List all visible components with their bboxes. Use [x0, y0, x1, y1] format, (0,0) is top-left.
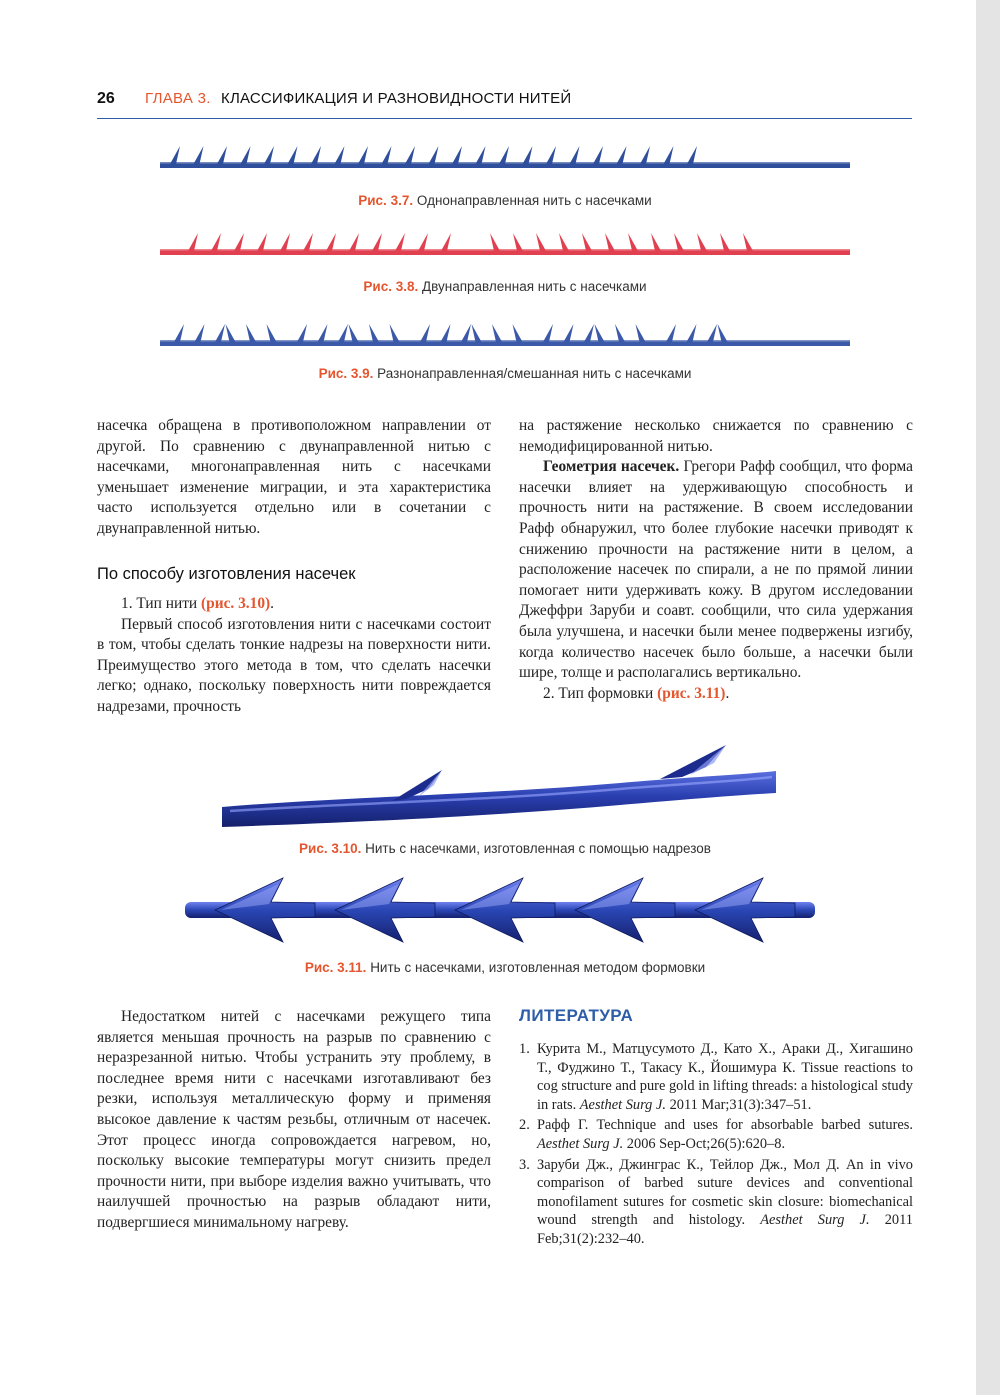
caption-3-11 — [160, 960, 850, 975]
barb — [605, 233, 615, 251]
barb — [194, 146, 204, 164]
barb — [660, 745, 726, 779]
inline-heading: Геометрия насечек. — [543, 458, 680, 476]
molded-barb — [335, 878, 435, 942]
caption-label: Рис. 3.10. — [299, 841, 362, 856]
barb — [170, 146, 180, 164]
barb — [441, 233, 451, 251]
barb — [472, 324, 482, 342]
paragraph-text: Грегори Рафф сообщил, что форма насечки влияет на удерживающую способность и прочность нити на растяжение. В своем исследовании Рафф обнаружил, что более глубокие насечки приводят к снижению прочности на растяжение нити в целом, а расположение насечек по спирали, а не по прямой линии помогает нити удерживать кожу. В другом исследовании Джеффри Заруби и соавт. сообщили, что сила удержания была улучшена, и насечки были менее подвержены изгибу, когда количество насечек было больше, а насечки были шире, толще и располагались вертикально. — [519, 458, 914, 682]
barb — [395, 233, 405, 251]
barb — [615, 324, 625, 342]
barb — [523, 146, 533, 164]
barb — [546, 146, 556, 164]
caption-text: Однонаправленная нить с насечками — [416, 193, 652, 208]
barb — [288, 146, 298, 164]
barb — [297, 324, 307, 342]
page-number: 26 — [97, 90, 115, 107]
barb — [234, 233, 244, 251]
barb — [257, 233, 267, 251]
caption-text: Нить с насечками, изготовленная методом формовки — [370, 960, 706, 975]
reference-item — [519, 1156, 913, 1249]
barb — [405, 146, 415, 164]
reference-text: Курита М., Матцусумото Д., Като Х., Араки Д., Хигашино Т., Фуджино Т., Такасу К., Йошимура К. Tissue reactions to cog structure and pure gold in lifting threads: a histological study in rats. — [537, 1041, 913, 1113]
barb — [593, 146, 603, 164]
caption-label: Рис. 3.11. — [304, 960, 367, 975]
barb — [335, 146, 345, 164]
barb — [267, 324, 277, 342]
barb — [318, 324, 328, 342]
list-item-1 — [97, 594, 491, 615]
right-column-top — [519, 416, 913, 704]
barb — [513, 324, 523, 342]
reference-tail: 2011 Mar;31(3):347–51. — [665, 1096, 812, 1113]
barb — [476, 146, 486, 164]
figure-3-10-cut-barbed-thread — [220, 735, 780, 830]
barb — [382, 146, 392, 164]
section-heading: По способу изготовления насечек — [97, 565, 356, 583]
barb — [707, 324, 717, 342]
barb — [651, 233, 661, 251]
barb — [420, 324, 430, 342]
barb — [664, 146, 674, 164]
barb — [226, 324, 236, 342]
reference-tail: 2011 Feb;31(2):232–40. — [537, 1212, 913, 1247]
barb — [513, 233, 523, 251]
reference-journal: Aesthet Surg J. — [579, 1096, 666, 1113]
barb — [564, 324, 574, 342]
caption-text: Разнонаправленная/смешанная нить с насечками — [377, 366, 692, 381]
barb — [372, 233, 382, 251]
barb — [311, 146, 321, 164]
caption-text: Нить с насечками, изготовленная с помощью надрезов — [365, 841, 711, 856]
figure-3-7-unidirectional-thread — [160, 138, 850, 178]
barb — [429, 146, 439, 164]
barb — [636, 324, 646, 342]
barb — [687, 146, 697, 164]
molded-barb — [575, 878, 675, 942]
barb — [559, 233, 569, 251]
chapter-label: ГЛАВА 3. — [145, 90, 211, 107]
reference-tail: 2006 Sep-Oct;26(5):620–8. — [623, 1135, 786, 1152]
caption-3-10 — [160, 841, 850, 856]
reference-list — [519, 1040, 913, 1251]
barb — [211, 233, 221, 251]
reference-text: Заруби Дж., Джинграс К., Тейлор Дж., Мол Д. An in vivo comparison of barbed suture devices and conventional monofilament sutures for cosmetic skin closure: biomechanical wound strength and histology. — [537, 1156, 913, 1229]
barb — [349, 233, 359, 251]
barb — [174, 324, 184, 342]
barb — [499, 146, 509, 164]
reference-number: 2. — [519, 1117, 530, 1134]
figure-ref-3-11[interactable]: (рис. 3.11) — [657, 684, 726, 702]
item-text: 2. Тип формовки — [543, 684, 654, 702]
item-punct: . — [725, 684, 730, 702]
caption-text: Двунаправленная нить с насечками — [422, 279, 647, 294]
figure-3-9-mixed-thread — [160, 312, 850, 356]
barb — [241, 146, 251, 164]
reference-item — [519, 1040, 913, 1114]
figure-3-8-bidirectional-thread — [160, 225, 850, 265]
barb — [582, 233, 592, 251]
barb — [570, 146, 580, 164]
barb — [697, 233, 707, 251]
caption-label: Рис. 3.8. — [363, 279, 419, 294]
reference-number: 3. — [519, 1156, 530, 1173]
barb — [418, 233, 428, 251]
barb — [441, 324, 451, 342]
barb — [595, 324, 605, 342]
barb — [217, 146, 227, 164]
reference-number: 1. — [519, 1041, 530, 1057]
chapter-title: КЛАССИФИКАЦИЯ И РАЗНОВИДНОСТИ НИТЕЙ — [221, 90, 572, 107]
molded-barb — [455, 878, 555, 942]
thread-highlight — [160, 340, 850, 342]
paragraph: Первый способ изготовления нити с насечками состоит в том, чтобы сделать тонкие надрезы на поверхности нити. Преимущество этого метода в том, что сделать насечки легко; однако, поскольку поверхность нити повреждается надрезами, прочность — [97, 615, 491, 715]
caption-3-8 — [160, 279, 850, 294]
barb — [264, 146, 274, 164]
barb — [358, 146, 368, 164]
barb — [720, 233, 730, 251]
left-column-section — [97, 594, 491, 718]
caption-3-7 — [160, 193, 850, 208]
barb — [536, 233, 546, 251]
barb — [490, 233, 500, 251]
molded-barb — [695, 878, 795, 942]
reference-text: Рафф Г. Technique and uses for absorbable barbed sutures. — [537, 1117, 913, 1134]
figure-3-11-molded-barbed-thread — [185, 870, 815, 950]
paragraph: Недостатком нитей с насечками режущего типа является меньшая прочность на разрыв по сравнению с неразрезанной нитью. Чтобы устранить эту проблему, в последнее время нити с насечками изготавливают без резки, используя металлическую форму и применяя высокое давление к частям резьбы, отличным от насечек. Этот процесс иногда сопровождается нагревом, но, поскольку высокие температуры могут снизить предел прочности нити, при выборе изделия важно учитывать, что наилучшей прочностью на разрыв обладают нити, подвергшиеся минимальному нагреву. — [97, 1008, 491, 1231]
caption-label: Рис. 3.7. — [358, 193, 414, 208]
list-item-2 — [519, 684, 913, 705]
barb — [215, 324, 225, 342]
running-header — [97, 90, 912, 119]
literature-heading: ЛИТЕРАТУРА — [519, 1006, 634, 1025]
page-edge — [976, 0, 1000, 1395]
barb — [718, 324, 728, 342]
thread-body — [222, 771, 776, 827]
barb — [280, 233, 290, 251]
barb — [461, 324, 471, 342]
reference-journal: Aesthet Surg J. — [537, 1135, 624, 1152]
item-text: 1. Тип нити — [121, 595, 198, 612]
barb — [640, 146, 650, 164]
reference-item — [519, 1116, 913, 1153]
barb — [369, 324, 379, 342]
barb — [492, 324, 502, 342]
thread-highlight — [160, 249, 850, 251]
barb — [584, 324, 594, 342]
paragraph-geometry — [519, 457, 913, 684]
barb — [452, 146, 462, 164]
caption-3-9 — [160, 366, 850, 381]
barb — [246, 324, 256, 342]
left-column-bottom — [97, 1007, 491, 1234]
barb — [687, 324, 697, 342]
figure-ref-3-10[interactable]: (рис. 3.10) — [201, 595, 271, 612]
left-column-top — [97, 416, 491, 540]
barb — [390, 324, 400, 342]
barb — [743, 233, 753, 251]
barb — [628, 233, 638, 251]
barb — [543, 324, 553, 342]
paragraph: насечка обращена в противоположном направлении от другой. По сравнению с двунаправленной нитью с насечками, многонаправленная нить с насечками уменьшает изменение миграции, и эта характеристика часто используется отдельно или в сочетании с двунаправленной нитью. — [97, 417, 491, 537]
barb — [666, 324, 676, 342]
paragraph: на растяжение несколько снижается по сравнению с немодифицированной нитью. — [519, 417, 913, 455]
barb — [338, 324, 348, 342]
reference-journal: Aesthet Surg J. — [760, 1212, 870, 1229]
barb — [617, 146, 627, 164]
molded-barb — [215, 878, 315, 942]
item-punct: . — [270, 595, 275, 612]
caption-label: Рис. 3.9. — [318, 366, 374, 381]
barb — [674, 233, 684, 251]
barb — [303, 233, 313, 251]
barb — [349, 324, 359, 342]
barb — [195, 324, 205, 342]
barb — [326, 233, 336, 251]
barb — [188, 233, 198, 251]
